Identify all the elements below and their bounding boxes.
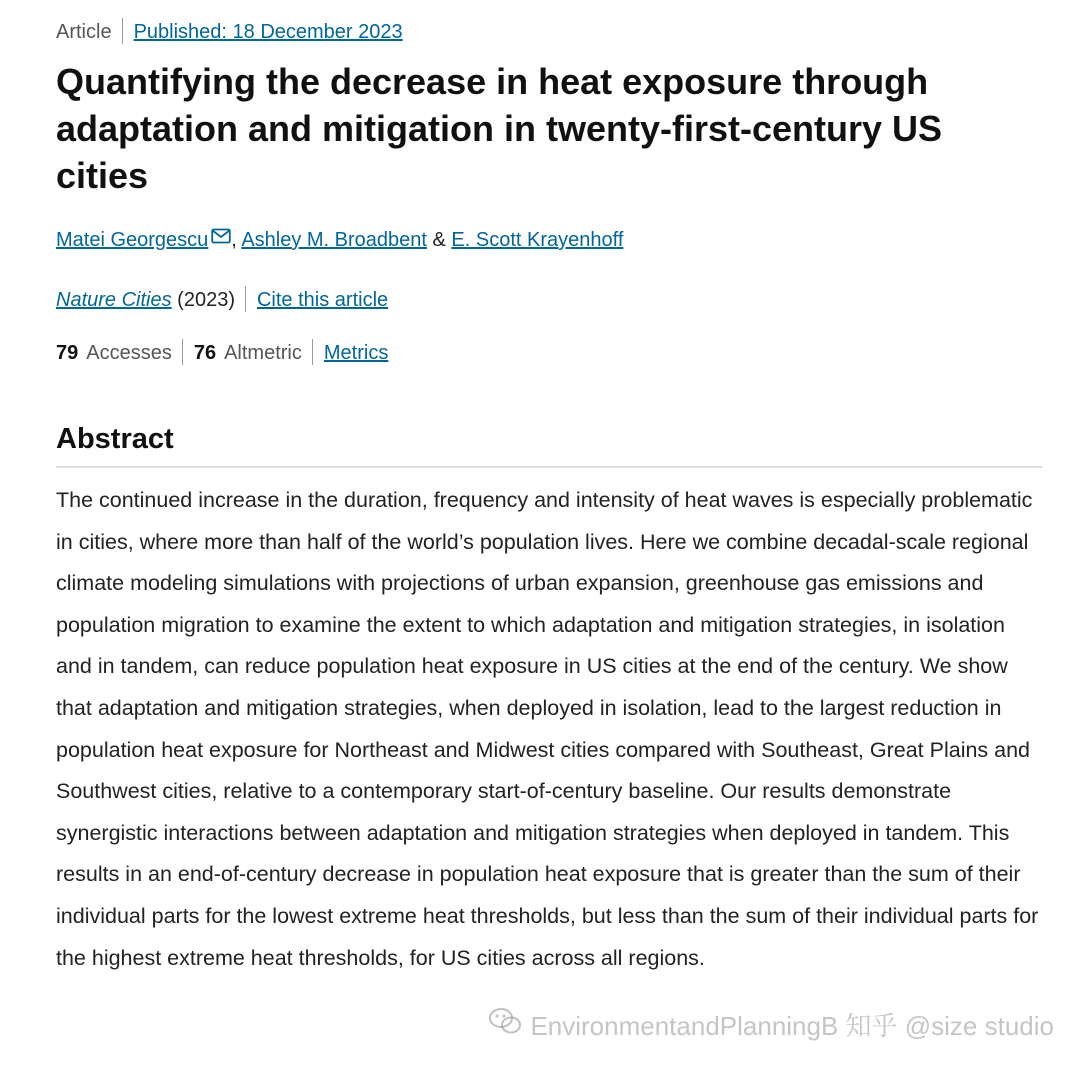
author-link-broadbent[interactable]: Ashley M. Broadbent — [241, 229, 427, 251]
wechat-icon — [488, 1006, 522, 1043]
separator — [245, 286, 246, 312]
abstract-text: The continued increase in the duration, frequency and intensity of heat waves is especially problematic in cities, where more than half of the world’s population lives. Here we combine decadal-scale regional climate modeling simulations with projections of urban expansion, greenhouse gas emissions and population migration to examine the extent to which adaptation and mitigation strategies, in isolation and in tandem, can reduce population heat exposure in US cities at the end of the century. We show that adaptation and mitigation strategies, when deployed in isolation, lead to the largest reduction in population heat exposure for Northeast and Midwest cities compared with Southeast, Great Plains and Southwest cities, relative to a contemporary start-of-century baseline. Our results demonstrate synergistic interactions between adaptation and mitigation strategies when deployed in tandem. This results in an end-of-century decrease in population heat exposure that is greater than the sum of their individual parts for the lowest extreme heat thresholds, but less than the sum of their individual parts for the highest extreme heat thresholds, for US cities across all regions. — [56, 488, 1039, 970]
article-type: Article — [56, 21, 112, 43]
author-link-georgescu[interactable]: Matei Georgescu — [56, 229, 209, 251]
article-meta-line — [56, 18, 403, 46]
separator — [122, 18, 123, 44]
publication-year: (2023) — [177, 289, 235, 311]
author-separator: , — [231, 229, 242, 251]
mail-icon[interactable] — [211, 223, 231, 253]
separator — [182, 339, 183, 365]
journal-name-link[interactable]: Nature Cities — [56, 289, 172, 311]
watermark-text: EnvironmentandPlanningB 知乎 @size studio — [530, 1011, 1054, 1041]
altmetric-count: 76 — [193, 342, 217, 364]
author-list — [56, 225, 623, 255]
journal-line — [56, 285, 388, 315]
author-link-krayenhoff[interactable]: E. Scott Krayenhoff — [451, 229, 624, 251]
cite-article-link[interactable]: Cite this article — [256, 289, 389, 311]
section-divider — [56, 466, 1042, 468]
article-title: Quantifying the decrease in heat exposure through adaptation and mitigation in twenty-first-century US cities — [56, 61, 943, 196]
accesses-label: Accesses — [86, 342, 172, 364]
abstract-heading: Abstract — [56, 423, 174, 455]
metrics-link[interactable]: Metrics — [323, 342, 389, 364]
author-separator: & — [426, 229, 452, 251]
altmetric-label: Altmetric — [224, 342, 302, 364]
metrics-line — [56, 338, 388, 368]
separator — [312, 339, 313, 365]
accesses-count: 79 — [56, 342, 79, 364]
watermark — [488, 1006, 1054, 1043]
published-date-link[interactable]: Published: 18 December 2023 — [133, 21, 403, 43]
